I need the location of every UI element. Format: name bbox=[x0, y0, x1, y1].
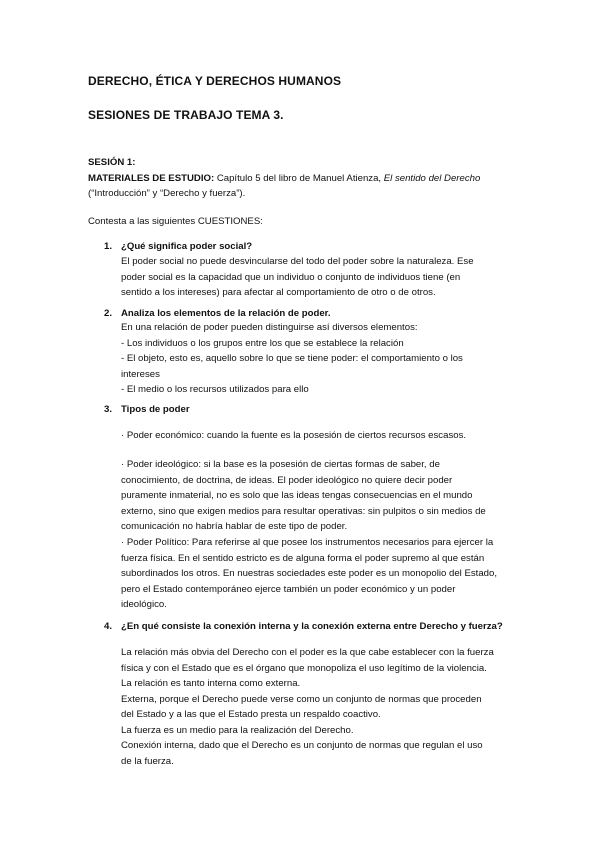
answer-line: El poder social no puede desvincularse del todo del poder sobre la naturaleza. Ese bbox=[121, 256, 474, 267]
materials-label: MATERIALES DE ESTUDIO: bbox=[88, 173, 215, 184]
answer-paragraph bbox=[121, 457, 486, 535]
materials-text: Capítulo 5 del libro de Manuel Atienza, bbox=[214, 173, 384, 184]
question-number: 1. bbox=[104, 241, 113, 252]
answer-line: La relación más obvia del Derecho con el poder es la que cabe establecer con la fuerza bbox=[121, 647, 494, 658]
answer-line: de la fuerza. bbox=[121, 755, 174, 767]
answer-line: · Poder ideológico: si la base es la posesión de ciertas formas de saber, de bbox=[121, 459, 440, 470]
answer-line: del Estado y a las que el Estado presta un respaldo coactivo. bbox=[121, 709, 381, 720]
answer-line: Externa, porque el Derecho puede verse como un conjunto de normas que proceden bbox=[121, 693, 482, 705]
answer-body bbox=[121, 320, 463, 398]
answer-line: comunicación no habría hablar de este tipo de poder. bbox=[121, 521, 348, 532]
answer-line: · Poder Político: Para referirse al que posee los instrumentos necesarios para ejercer la bbox=[121, 537, 494, 548]
question-number: 4. bbox=[104, 621, 113, 632]
document-subtitle: SESIONES DE TRABAJO TEMA 3. bbox=[88, 108, 284, 122]
question-number: 3. bbox=[104, 404, 113, 415]
answer-line: puramente inmaterial, no es solo que las ideas tengas consecuencias en el mundo bbox=[121, 490, 473, 501]
answer-paragraph bbox=[121, 428, 466, 444]
answer-line: conocimiento, de doctrina, de ideas. El poder ideológico no quiere decir poder bbox=[121, 474, 453, 486]
question-title: Tipos de poder bbox=[121, 404, 190, 415]
answer-line: ideológico. bbox=[121, 599, 167, 610]
answer-line: - El medio o los recursos utilizados para ello bbox=[121, 384, 309, 395]
question-number: 2. bbox=[104, 308, 113, 319]
document-title: DERECHO, ÉTICA Y DERECHOS HUMANOS bbox=[88, 74, 342, 88]
materials-book: El sentido del Derecho bbox=[383, 173, 481, 184]
answer-line: - Los individuos o los grupos entre los que se establece la relación bbox=[121, 337, 404, 349]
answer-line: subordinados los otros. En nuestras sociedades este poder es un monopolio del Estado, bbox=[121, 568, 497, 579]
answer-body bbox=[121, 645, 494, 769]
answer-body bbox=[121, 254, 474, 301]
answer-line: La fuerza es un medio para la realización del Derecho. bbox=[121, 724, 354, 736]
answer-line: física y con el Estado que es el órgano que monopoliza el uso legítimo de la violencia. bbox=[121, 662, 487, 674]
answer-line: Conexión interna, dado que el Derecho es un conjunto de normas que regulan el uso bbox=[121, 740, 483, 751]
question-title: ¿En qué consiste la conexión interna y la conexión externa entre Derecho y fuerza? bbox=[121, 621, 503, 632]
instruction-text: Contesta a las siguientes CUESTIONES: bbox=[88, 216, 263, 227]
answer-line: pero el Estado contemporáneo ejerce también un poder económico y un poder bbox=[121, 583, 456, 595]
session-heading: SESIÓN 1: bbox=[88, 157, 136, 168]
answer-line: externo, sino que exigen medios para resultar operativas: sin pulpitos o sin medios de bbox=[121, 505, 486, 517]
answer-line: fuerza física. En el sentido estricto es de alguna forma el poder supremo al que están bbox=[121, 552, 485, 564]
answer-paragraph bbox=[121, 535, 497, 613]
materials-line bbox=[88, 172, 480, 186]
answer-line: intereses bbox=[121, 368, 160, 380]
answer-line: En una relación de poder pueden distinguirse así diversos elementos: bbox=[121, 322, 418, 333]
answer-line: · Poder económico: cuando la fuente es la posesión de ciertos recursos escasos. bbox=[121, 430, 467, 441]
answer-line: La relación es tanto interna como externa. bbox=[121, 678, 301, 689]
answer-line: poder social es la capacidad que un individuo o conjunto de individuos tiene (en bbox=[121, 271, 461, 283]
question-title: ¿Qué significa poder social? bbox=[121, 241, 253, 252]
materials-line-2: (“Introducción” y “Derecho y fuerza”). bbox=[88, 188, 246, 199]
answer-line: sentido a los intereses) para afectar al comportamiento de otro o de otros. bbox=[121, 287, 436, 298]
question-title: Analiza los elementos de la relación de poder. bbox=[121, 308, 331, 319]
answer-line: - El objeto, esto es, aquello sobre lo que se tiene poder: el comportamiento o los bbox=[121, 353, 463, 364]
